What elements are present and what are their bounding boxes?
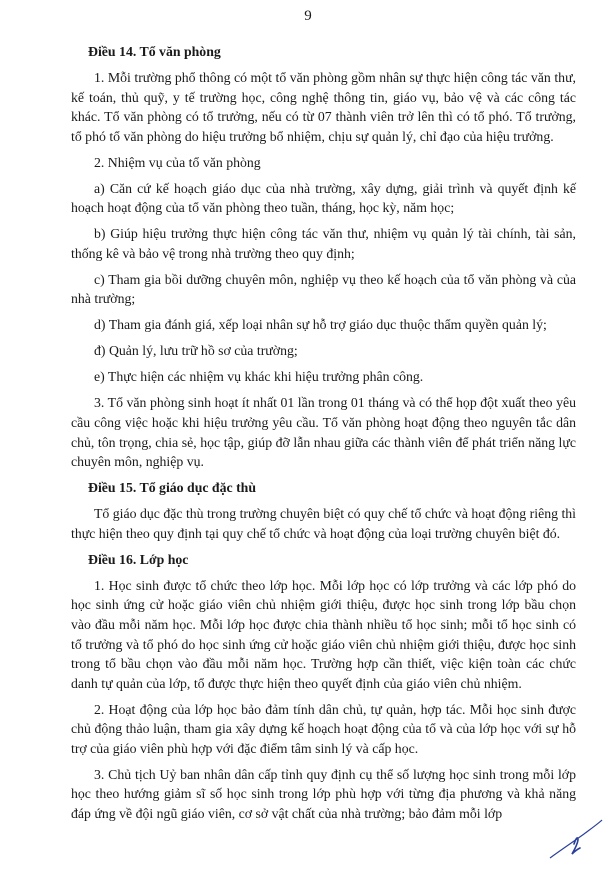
initial-signature-mark	[544, 818, 604, 864]
article-14-clause-3: 3. Tổ văn phòng sinh hoạt ít nhất 01 lần trong 01 tháng và có thể họp đột xuất theo yêu cầu công việc hoặc khi hiệu trưởng yêu cầu. Tổ văn phòng hoạt động theo nguyên tắc dân chủ, tôn trọng, chia sẻ, học tập, giúp đỡ lẫn nhau giữa các thành viên để phát triển năng lực chuyên môn, nghiệp vụ.	[71, 395, 576, 470]
article-16-heading: Điều 16. Lớp học	[88, 551, 189, 567]
article-14-heading: Điều 14. Tổ văn phòng	[88, 44, 221, 59]
article-16-clause-1: 1. Học sinh được tổ chức theo lớp học. Mỗi lớp học có lớp trưởng và các lớp phó do học sinh ứng cử hoặc giáo viên chủ nhiệm giới thiệu, được học sinh trong lớp bầu chọn vào đầu mỗi năm học. Mỗi lớp học được chia thành nhiều tổ học sinh; mỗi tổ học sinh có tổ trưởng và tổ phó do học sinh ứng cử hoặc giáo viên chủ nhiệm giới thiệu, được học sinh trong tổ bầu chọn vào đầu mỗi năm học. Trường hợp cần thiết, việc kiện toàn các chức danh tự quản của lớp, tổ được thực hiện theo quyết định của giáo viên chủ nhiệm.	[71, 577, 576, 691]
article-16-clause-2: 2. Hoạt động của lớp học bảo đảm tính dân chủ, tự quản, hợp tác. Mỗi học sinh được chủ động thảo luận, tham gia xây dựng kế hoạch hoạt động của tổ và của lớp học với sự hỗ trợ của giáo viên phù hợp với đặc điểm tâm sinh lý và cấp học.	[71, 701, 576, 756]
article-14-item-e: e) Thực hiện các nhiệm vụ khác khi hiệu trưởng phân công.	[94, 369, 424, 385]
article-14-item-d: d) Tham gia đánh giá, xếp loại nhân sự hỗ trợ giáo dục thuộc thẩm quyền quản lý;	[94, 317, 547, 333]
article-14-item-dd: đ) Quản lý, lưu trữ hồ sơ của trường;	[94, 343, 298, 359]
article-14-item-a: a) Căn cứ kế hoạch giáo dục của nhà trường, xây dựng, giải trình và quyết định kế hoạch hoạt động của tổ văn phòng theo tuần, tháng, học kỳ, năm học;	[71, 180, 576, 216]
article-15-heading: Điều 15. Tổ giáo dục đặc thù	[88, 480, 257, 496]
article-14-item-c: c) Tham gia bồi dưỡng chuyên môn, nghiệp vụ theo kế hoạch của tổ văn phòng và của nhà trường;	[71, 271, 576, 307]
article-14-clause-2: 2. Nhiệm vụ của tổ văn phòng	[94, 154, 261, 170]
article-15-body: Tổ giáo dục đặc thù trong trường chuyên biệt có quy chế tổ chức và hoạt động riêng thì thực hiện theo quy định tại quy chế tổ chức và hoạt động của loại trường chuyên biệt đó.	[71, 506, 577, 541]
article-14-item-b: b) Giúp hiệu trưởng thực hiện công tác văn thư, nhiệm vụ quản lý tài chính, tài sản, thống kê và bảo vệ trong nhà trường theo quy định;	[71, 226, 576, 261]
page-number: 9	[304, 8, 312, 24]
document-body	[71, 42, 576, 830]
article-16-clause-3: 3. Chủ tịch Uỷ ban nhân dân cấp tỉnh quy định cụ thể số lượng học sinh trong mỗi lớp học theo hướng giảm sĩ số học sinh trong lớp phù hợp với từng địa phương và khả năng đáp ứng về đội ngũ giáo viên, cơ sở vật chất của nhà trường; bảo đảm mỗi lớp	[71, 766, 576, 822]
article-14-clause-1: 1. Mỗi trường phổ thông có một tổ văn phòng gồm nhân sự thực hiện công tác văn thư, kế toán, thủ quỹ, y tế trường học, công nghệ thông tin, giáo vụ, bảo vệ và các công tác khác. Tổ văn phòng có tổ trưởng, nếu có từ 07 thành viên trở lên thì có tổ phó. Tổ trưởng, tổ phó tổ văn phòng do hiệu trưởng bổ nhiệm, chịu sự quản lý, chỉ đạo của hiệu trưởng.	[71, 69, 576, 144]
